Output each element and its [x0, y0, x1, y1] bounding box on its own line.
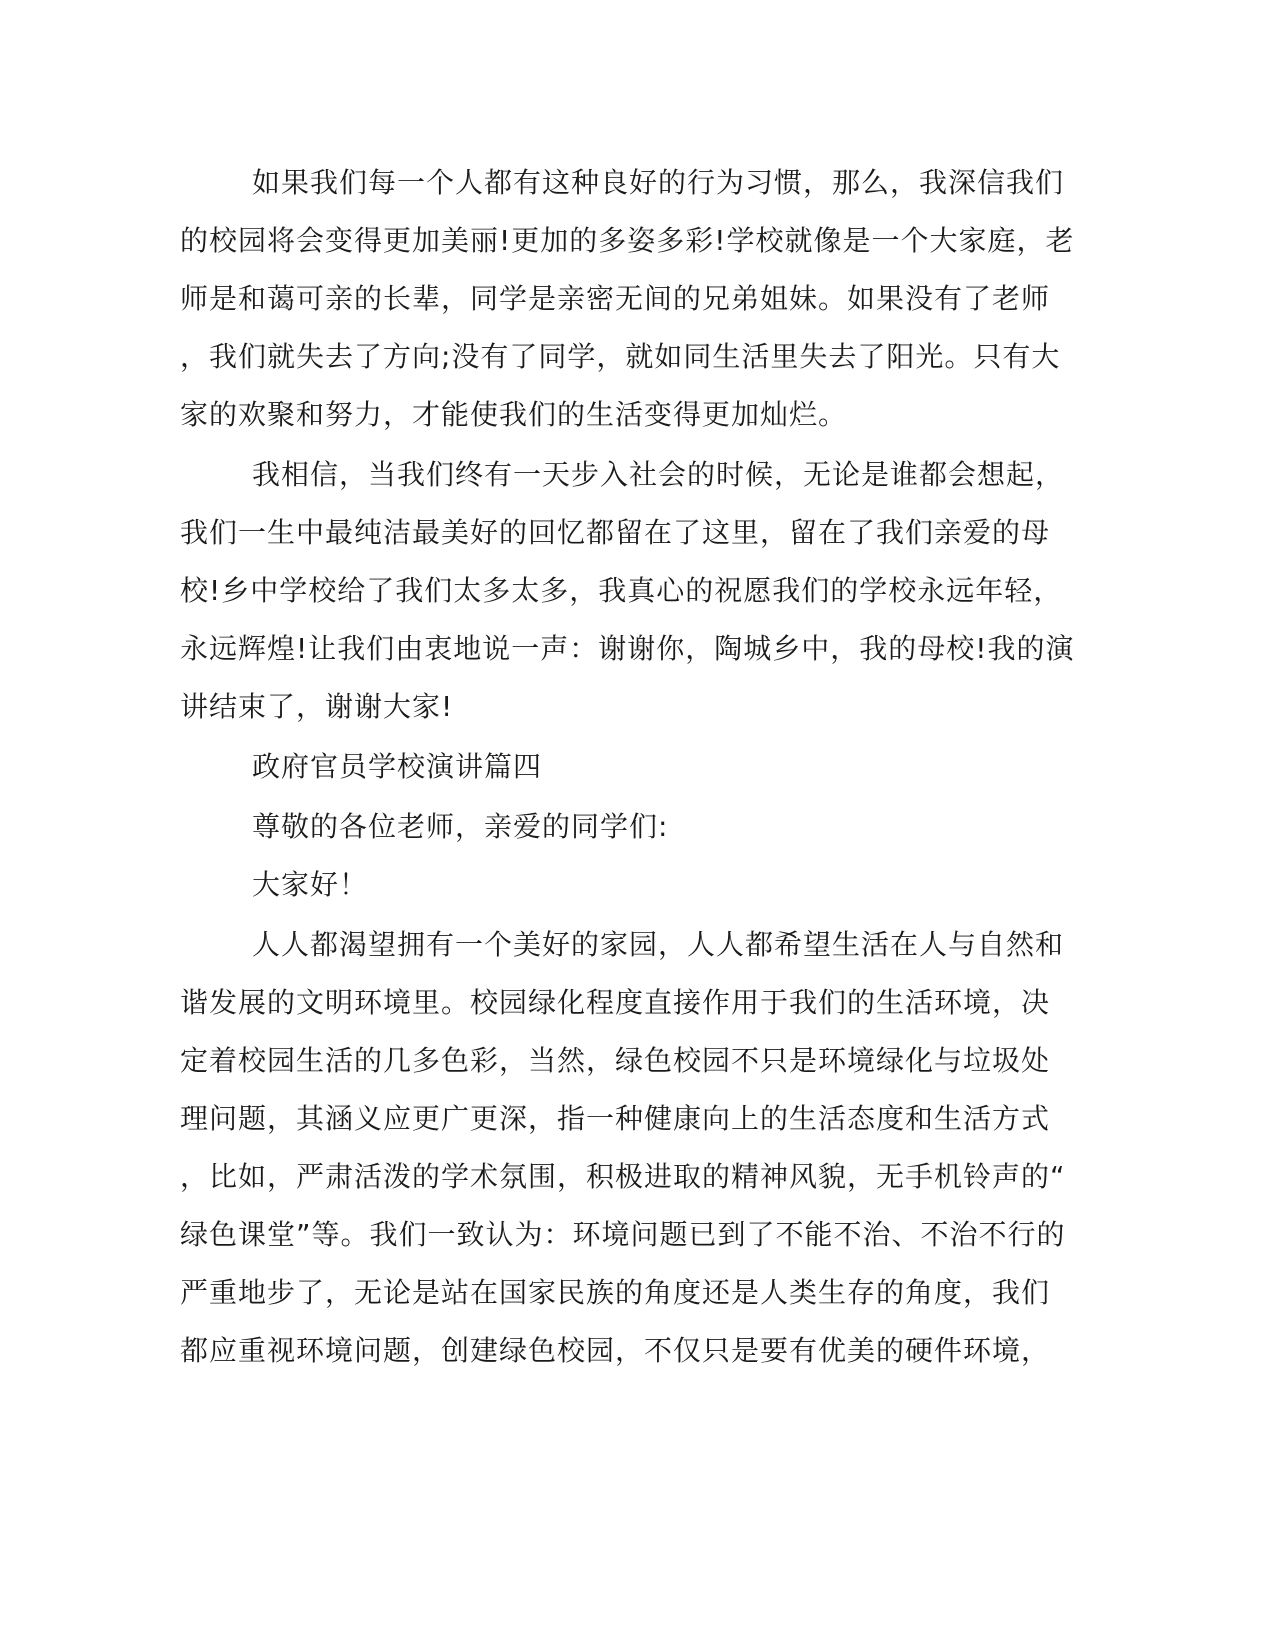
- body-line: ，我们就失去了方向;没有了同学，就如同生活里失去了阳光。只有大: [180, 340, 1061, 373]
- body-line: 谐发展的文明环境里。校园绿化程度直接作用于我们的生活环境，决: [180, 986, 1051, 1019]
- body-line: 家的欢聚和努力，才能使我们的生活变得更加灿烂。: [180, 398, 848, 431]
- body-line: 我相信，当我们终有一天步入社会的时候，无论是谁都会想起，: [252, 458, 1065, 491]
- body-line: 都应重视环境问题，创建绿色校园，不仅只是要有优美的硬件环境，: [180, 1334, 1051, 1367]
- body-line: 理问题，其涵义应更广更深，指一种健康向上的生活态度和生活方式: [180, 1102, 1051, 1135]
- salutation: 尊敬的各位老师，亲爱的同学们:: [252, 810, 669, 843]
- body-line: 我们一生中最纯洁最美好的回忆都留在了这里，留在了我们亲爱的母: [180, 516, 1051, 549]
- section-heading: 政府官员学校演讲篇四: [252, 750, 543, 783]
- body-line: 如果我们每一个人都有这种良好的行为习惯，那么，我深信我们: [252, 166, 1065, 199]
- body-line: 讲结束了，谢谢大家!: [180, 690, 454, 723]
- body-line: 严重地步了，无论是站在国家民族的角度还是人类生存的角度，我们: [180, 1276, 1051, 1309]
- body-line: 校!乡中学校给了我们太多太多，我真心的祝愿我们的学校永远年轻，: [180, 574, 1063, 607]
- body-line: 定着校园生活的几多色彩，当然，绿色校园不只是环境绿化与垃圾处: [180, 1044, 1051, 1077]
- body-line: 的校园将会变得更加美丽!更加的多姿多彩!学校就像是一个大家庭，老: [180, 224, 1075, 257]
- body-line: 人人都渴望拥有一个美好的家园，人人都希望生活在人与自然和: [252, 928, 1065, 961]
- body-line: 绿色课堂”等。我们一致认为：环境问题已到了不能不治、不治不行的: [180, 1218, 1066, 1251]
- body-line: 师是和蔼可亲的长辈，同学是亲密无间的兄弟姐妹。如果没有了老师: [180, 282, 1051, 315]
- greeting: 大家好！: [252, 868, 369, 901]
- body-line: ，比如，严肃活泼的学术氛围，积极进取的精神风貌，无手机铃声的“: [180, 1160, 1066, 1193]
- body-line: 永远辉煌!让我们由衷地说一声：谢谢你，陶城乡中，我的母校!我的演: [180, 632, 1075, 665]
